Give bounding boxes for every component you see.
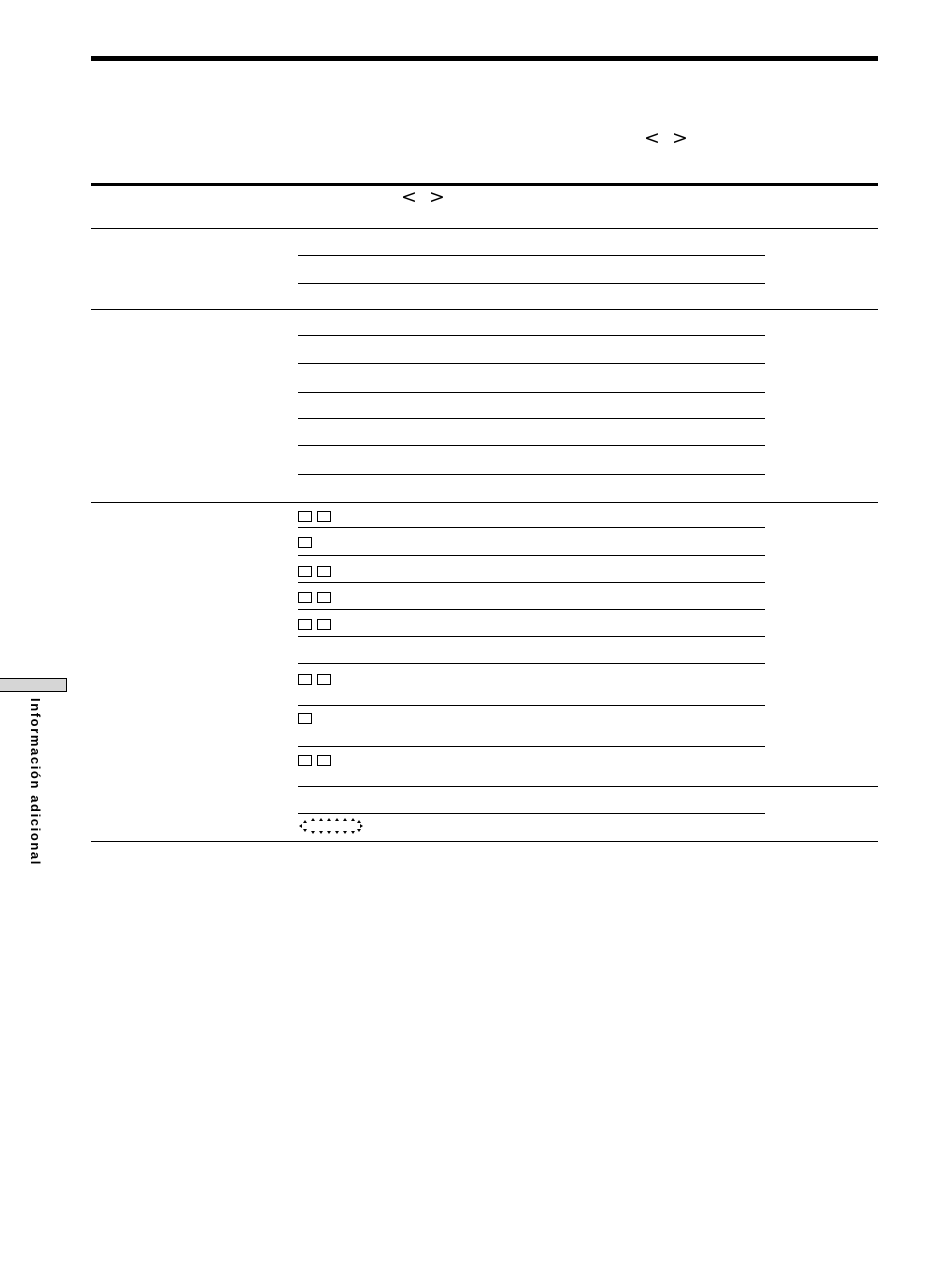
section-divider-2	[91, 309, 878, 310]
section-tab	[0, 678, 67, 692]
indicator-box-icon	[317, 592, 331, 603]
row-rule	[298, 636, 765, 637]
indicator-box-icon	[298, 619, 312, 630]
row-rule	[298, 392, 765, 393]
row-rule	[298, 582, 765, 583]
row-rule	[298, 663, 765, 664]
row-rule	[298, 335, 765, 336]
header-angle-brackets: < >	[644, 127, 691, 149]
section-tab-label: Información adicional	[28, 698, 43, 866]
flashing-indicator-icon	[298, 816, 364, 836]
row-rule	[298, 363, 765, 364]
row-rule	[298, 527, 765, 528]
row-rule	[298, 283, 765, 284]
flash-marks	[299, 818, 363, 834]
section-divider-3	[91, 502, 878, 503]
indicator-box-icon	[298, 713, 312, 724]
table-header-rule	[91, 183, 878, 186]
row-rule	[298, 418, 765, 419]
row-rule	[298, 609, 765, 610]
row-rule	[298, 705, 765, 706]
indicator-box-icon	[298, 755, 312, 766]
section-divider-1	[91, 228, 878, 229]
indicator-box-icon	[317, 674, 331, 685]
row-rule	[298, 474, 765, 475]
top-rule	[91, 56, 878, 61]
row-rule-wide	[298, 786, 878, 787]
indicator-box-icon	[298, 511, 312, 522]
row-rule	[298, 746, 765, 747]
row-rule	[298, 555, 765, 556]
row-rule	[298, 445, 765, 446]
table-header-angle-brackets: < >	[401, 186, 448, 208]
indicator-box-icon	[317, 511, 331, 522]
row-rule	[298, 255, 765, 256]
indicator-box-icon	[298, 592, 312, 603]
indicator-box-icon	[298, 537, 312, 548]
row-rule	[298, 813, 765, 814]
indicator-box-icon	[317, 619, 331, 630]
indicator-box-icon	[317, 566, 331, 577]
indicator-box-icon	[298, 566, 312, 577]
indicator-box-icon	[298, 674, 312, 685]
indicator-box-icon	[317, 755, 331, 766]
table-bottom-rule	[91, 841, 878, 842]
